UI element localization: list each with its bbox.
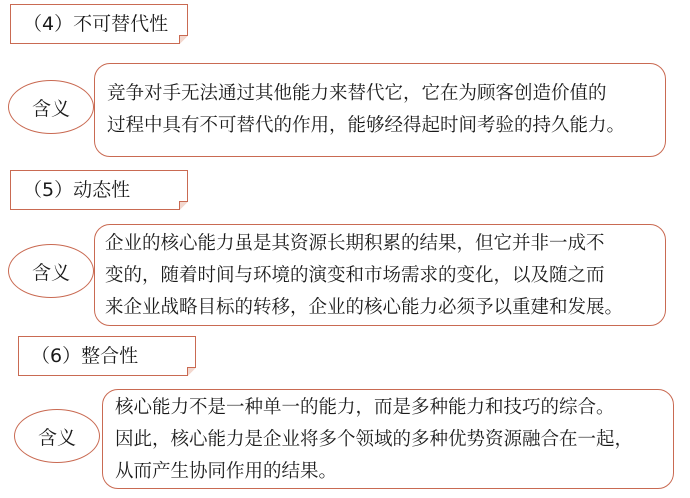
section-title-text: （5）动态性 (23, 178, 131, 201)
meaning-label-oval (8, 80, 94, 134)
definition-line: 过程中具有不可替代的作用，能够经得起时间考验的持久能力。 (107, 115, 626, 136)
meaning-label-text: 含义 (37, 426, 76, 449)
definition-line: 因此，核心能力是企业将多个领域的多种优势资源融合在一起， (115, 429, 634, 450)
meaning-label-oval (14, 409, 100, 463)
section-title-text: （4）不可替代性 (23, 12, 169, 35)
definition-line: 企业的核心能力虽是其资源长期积累的结果，但它并非一成不 (105, 233, 605, 254)
definition-line: 来企业战略目标的转移，企业的核心能力必须予以重建和发展。 (105, 297, 624, 318)
meaning-label-text: 含义 (31, 261, 70, 284)
section-title-text: （6）整合性 (31, 344, 139, 367)
definition-line: 变的，随着时间与环境的演变和市场需求的变化，以及随之而 (105, 265, 605, 286)
definition-line: 核心能力不是一种单一的能力，而是多种能力和技巧的综合。 (115, 397, 615, 418)
section-title-integration (18, 336, 196, 376)
section-title-irreplaceability (10, 4, 188, 44)
definition-line: 从而产生协同作用的结果。 (115, 461, 338, 482)
definition-callout-integration (102, 389, 674, 489)
definition-callout-irreplaceability (94, 63, 666, 157)
definition-callout-dynamics (94, 224, 666, 326)
meaning-label-text: 含义 (31, 97, 70, 120)
meaning-label-oval (8, 244, 94, 298)
section-title-dynamics (10, 170, 188, 210)
definition-line: 竞争对手无法通过其他能力来替代它，它在为顾客创造价值的 (107, 83, 607, 104)
